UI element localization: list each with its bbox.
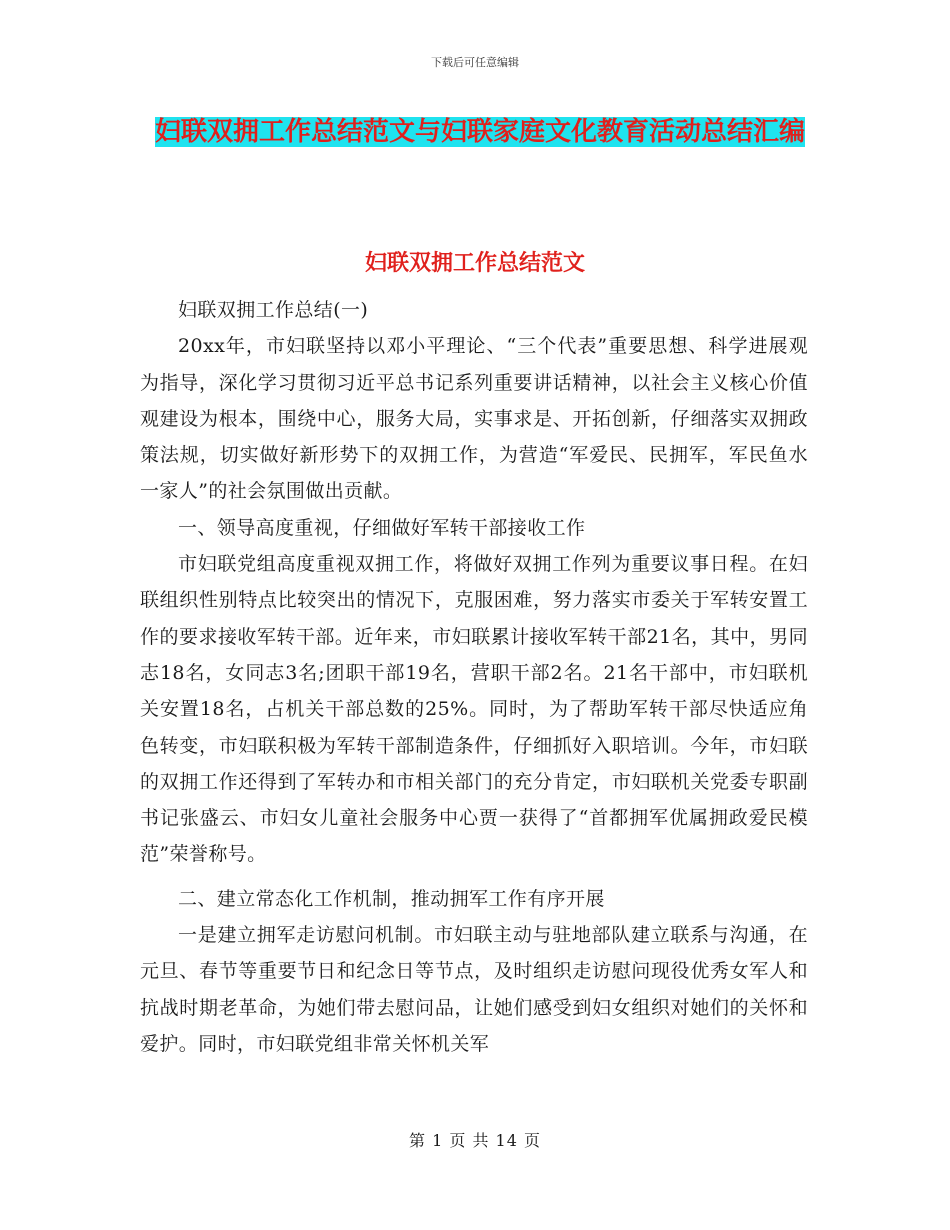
document-title <box>140 108 820 156</box>
paragraph-visit-mechanism: 一是建立拥军走访慰问机制。市妇联主动与驻地部队建立联系与沟通，在元旦、春节等重要节日和纪念日等节点，及时组织走访慰问现役优秀女军人和抗战时期老革命，为她们带去慰问品，让她们感受到妇女组织对她们的关怀和爱护。同时，市妇联党组非常关怀机关军 <box>140 924 808 1055</box>
subheading-summary-one: 妇联双拥工作总结(一) <box>178 299 369 321</box>
subheading-section-two: 二、建立常态化工作机制，推动拥军工作有序开展 <box>178 887 605 910</box>
section-title: 妇联双拥工作总结范文 <box>364 250 585 276</box>
subheading-section-one: 一、领导高度重视，仔细做好军转干部接收工作 <box>178 516 586 539</box>
paragraph-military-cadres: 市妇联党组高度重视双拥工作，将做好双拥工作列为重要议事日程。在妇联组织性别特点比较突出的情况下，克服困难，努力落实市委关于军转安置工作的要求接收军转干部。近年来，市妇联累计接收军转干部21名，其中，男同志18名，女同志3名;团职干部19名，营职干部2名。21名干部中，市妇联机关安置18名，占机关干部总数的25%。同时，为了帮助军转干部尽快适应角色转变，市妇联积极为军转干部制造条件，仔细抓好入职培训。今年，市妇联的双拥工作还得到了军转办和市相关部门的充分肯定，市妇联机关党委专职副书记张盛云、市妇女儿童社会服务中心贾一获得了“首都拥军优属拥政爱民模范”荣誉称号。 <box>140 553 808 866</box>
page-header-note: 下载后可任意编辑 <box>431 56 519 69</box>
page-footer-number: 第 1 页 共 14 页 <box>409 1131 541 1150</box>
document-body <box>140 292 808 1062</box>
paragraph-intro: 20xx年，市妇联坚持以邓小平理论、“三个代表”重要思想、科学进展观为指导，深化学习贯彻习近平总书记系列重要讲话精神，以社会主义核心价值观建设为根本，围绕中心，服务大局，实事求是、开拓创新，仔细落实双拥政策法规，切实做好新形势下的双拥工作，为营造“军爱民、民拥军，军民鱼水一家人”的社会氛围做出贡献。 <box>140 335 808 503</box>
document-title-text: 妇联双拥工作总结范文与妇联家庭文化教育活动总结汇编 <box>154 117 805 147</box>
